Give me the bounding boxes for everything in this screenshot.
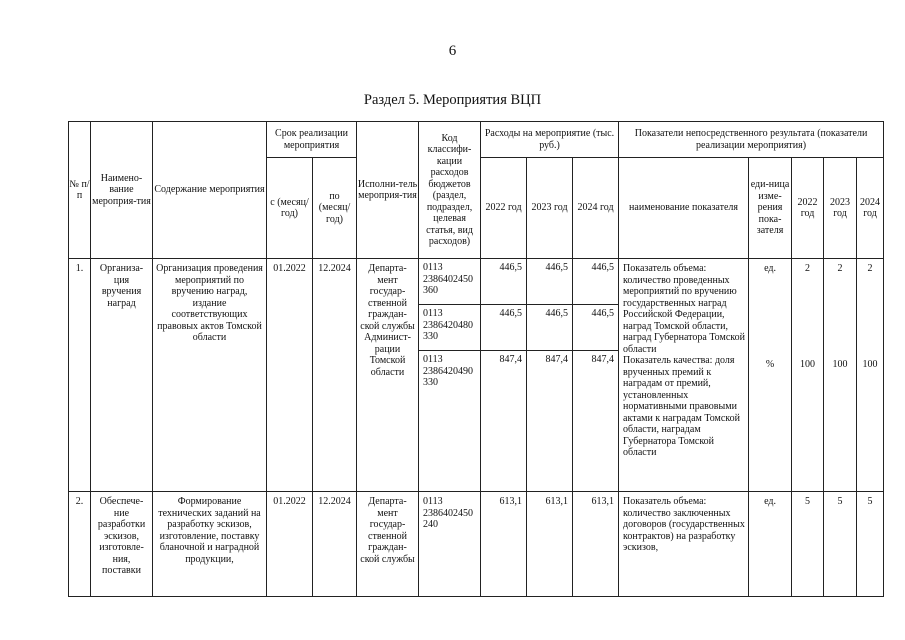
activity-name: Организа-ция вручения наград [91,259,153,492]
header-from: с (месяц/ год) [267,158,313,259]
cost-value: 446,5 [527,305,572,351]
period-to: 12.2024 [313,259,357,492]
header-ind-2023: 2023 год [824,158,857,259]
budget-code: 0113 2386420480 330 [419,305,480,351]
table-row [69,492,884,597]
activity-name: Обеспече-ние разработки эскизов, изготовле-ния, поставки [91,492,153,597]
cost-2023-cell [527,259,573,492]
cost-value: 847,4 [591,354,615,365]
unit-value: ед. [764,263,776,274]
executor: Департа-мент государ-ственной граждан-ской службы Админист-рации Томской области [357,259,419,492]
period-from: 01.2022 [267,492,313,597]
executor: Департа-мент государ-ственной граждан-ской службы [357,492,419,597]
code-cell [419,259,481,492]
indicator-value: 100 [832,359,848,370]
indicator-value: 5 [857,492,884,597]
cost-value: 847,4 [499,354,523,365]
ind-2023-cell [824,259,857,492]
row-num: 1. [69,259,91,492]
header-indicators: Показатели непосредственного результата (показатели реализации мероприятия) [619,122,884,158]
activity-content: Формирование технических заданий на разработку эскизов, изготовление, поставку бланочной и наградной продукции, [153,492,267,597]
header-to: по (месяц/ год) [313,158,357,259]
indicator-volume: Показатель объема: количество заключенных договоров (государственных контрактов) на разработку эскизов, [619,492,749,597]
page-number: 6 [448,43,457,59]
header-cost-2023: 2023 год [527,158,573,259]
unit-value: ед. [749,492,792,597]
indicator-value: 100 [862,359,878,370]
indicator-quality: Показатель качества: доля врученных премий к наградам от премий, установленных нормативными правовыми актами к наградам Томской области, наградам Губернатора Томской области [623,355,740,458]
indicator-value: 2 [867,263,873,274]
budget-code: 0113 2386402450 240 [419,492,481,597]
header-name: Наимено-вание мероприя-тия [91,122,153,259]
cost-2022-cell [481,259,527,492]
cost-value: 446,5 [573,259,618,305]
header-num: № п/п [69,122,91,259]
indicator-value: 5 [792,492,824,597]
header-unit: еди-ница изме-рения пока-зателя [749,158,792,259]
cost-value: 446,5 [481,305,526,351]
indicator-value: 2 [837,263,843,274]
cost-value: 446,5 [527,259,572,305]
period-from: 01.2022 [267,259,313,492]
indicator-volume: Показатель объема: количество проведенных мероприятий по вручению государственных наград Российской Федерации, наград Томской области, наград Губернатора Томской области [623,263,745,355]
header-costs: Расходы на мероприятие (тыс. руб.) [481,122,619,158]
row-num: 2. [69,492,91,597]
budget-code: 0113 2386420490 330 [423,354,474,388]
indicator-value: 5 [824,492,857,597]
header-executor: Исполни-тель мероприя-тия [357,122,419,259]
indicator-value: 100 [800,359,816,370]
cost-value: 446,5 [573,305,618,351]
header-ind-2024: 2024 год [857,158,884,259]
cost-value: 613,1 [527,492,573,597]
ind-2024-cell [857,259,884,492]
cost-value: 446,5 [481,259,526,305]
indicator-value: 2 [805,263,811,274]
unit-value: % [765,359,775,370]
section-title: Раздел 5. Мероприятия ВЦП [363,92,542,108]
activities-table [68,121,884,597]
cost-value: 847,4 [545,354,569,365]
header-indicator-name: наименование показателя [619,158,749,259]
budget-code: 0113 2386402450 360 [419,259,480,305]
indicator-names [619,259,749,492]
header-cost-2022: 2022 год [481,158,527,259]
cost-value: 613,1 [573,492,619,597]
activity-content: Организация проведения мероприятий по вручению наград, издание соответствующих правовых актов Томской области [153,259,267,492]
table-row [69,259,884,492]
cost-2024-cell [573,259,619,492]
header-content: Содержание мероприятия [153,122,267,259]
period-to: 12.2024 [313,492,357,597]
header-ind-2022: 2022 год [792,158,824,259]
ind-2022-cell [792,259,824,492]
header-cost-2024: 2024 год [573,158,619,259]
unit-cell [749,259,792,492]
cost-value: 613,1 [481,492,527,597]
header-period: Срок реализации мероприятия [267,122,357,158]
header-code: Код классифи-кации расходов бюджетов (раздел, подраздел, целевая статья, вид расходов) [419,122,481,259]
